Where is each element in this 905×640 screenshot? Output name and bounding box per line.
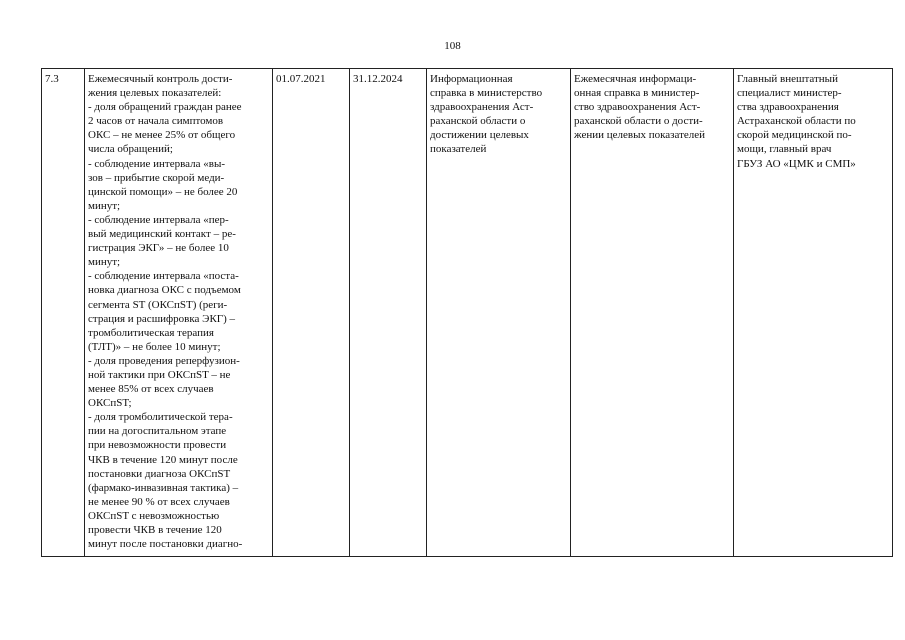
frequency-line: онная справка в министер- xyxy=(574,87,700,100)
cell-frequency xyxy=(571,69,734,557)
table-row xyxy=(42,69,893,557)
task-line: сегмента ST (ОКСпST) (реги- xyxy=(88,298,228,311)
task-line: - доля тромболитической тера- xyxy=(88,411,233,424)
task-line: жения целевых показателей: xyxy=(88,87,222,100)
task-line: - соблюдение интервала «вы- xyxy=(88,157,226,170)
cell-item-number xyxy=(42,69,85,557)
frequency-line: жении целевых показателей xyxy=(574,129,706,142)
cell-responsible xyxy=(734,69,893,557)
task-line: ОКСпST; xyxy=(88,397,132,410)
task-line: постановки диагноза ОКСпST xyxy=(88,467,231,480)
end-date: 31.12.2024 xyxy=(353,73,403,85)
task-text xyxy=(88,72,270,551)
task-line: провести ЧКВ в течение 120 xyxy=(88,524,222,536)
task-line: зов – прибытие скорой меди- xyxy=(88,171,225,184)
task-line: гистрация ЭКГ» – не более 10 xyxy=(88,242,229,255)
document-line: здравоохранения Аст- xyxy=(430,101,534,114)
task-line: вый медицинский контакт – ре- xyxy=(88,228,236,241)
task-line: ной тактики при ОКСпST – не xyxy=(88,368,231,381)
task-line: ОКСпST с невозможностью xyxy=(88,509,220,522)
document-line: раханской области о xyxy=(430,115,526,128)
task-line: - доля обращений граждан ранее xyxy=(88,101,242,114)
task-line: (фармако-инвазивная тактика) – xyxy=(88,481,239,494)
task-line: менее 85% от всех случаев xyxy=(88,383,214,396)
task-line: минут; xyxy=(88,256,121,269)
task-line: минут; xyxy=(88,199,121,212)
page-number: 108 xyxy=(444,40,461,52)
task-line: минут после постановки диагно- xyxy=(88,538,243,551)
task-line: 2 часов от начала симптомов xyxy=(88,115,224,128)
document-line: достижении целевых xyxy=(430,129,529,142)
frequency-line: ство здравоохранения Аст- xyxy=(574,101,701,114)
responsible-line: мощи, главный врач xyxy=(737,143,832,156)
start-date: 01.07.2021 xyxy=(276,73,326,85)
task-line: не менее 90 % от всех случаев xyxy=(88,495,230,508)
task-line: Ежемесячный контроль дости- xyxy=(88,73,233,85)
responsible-line: ства здравоохранения xyxy=(737,101,839,114)
cell-end-date xyxy=(350,69,427,557)
responsible-line: ГБУЗ АО «ЦМК и СМП» xyxy=(737,157,856,170)
task-line: числа обращений; xyxy=(88,143,173,156)
task-line: - соблюдение интервала «поста- xyxy=(88,270,239,283)
task-line: ОКС – не менее 25% от общего xyxy=(88,129,236,142)
cell-task xyxy=(85,69,273,557)
responsible-line: Главный внештатный xyxy=(737,73,838,85)
task-line: пии на догоспитальном этапе xyxy=(88,425,227,438)
task-line: цинской помощи» – не более 20 xyxy=(88,185,238,198)
responsible-line: специалист министер- xyxy=(737,87,842,100)
document-line: справка в министерство xyxy=(430,87,543,100)
frequency-line: Ежемесячная информаци- xyxy=(574,73,697,85)
task-line: - доля проведения реперфузион- xyxy=(88,354,240,367)
task-line: ЧКВ в течение 120 минут после xyxy=(88,453,238,466)
responsible-line: Астраханской области по xyxy=(737,115,856,128)
document-line: показателей xyxy=(430,143,487,156)
task-line: при невозможности провести xyxy=(88,439,227,452)
document-line: Информационная xyxy=(430,73,513,85)
task-line: новка диагноза ОКС с подъемом xyxy=(88,284,241,297)
task-line: тромболитическая терапия xyxy=(88,326,214,339)
plan-table xyxy=(41,68,893,557)
responsible-line: скорой медицинской по- xyxy=(737,129,852,142)
task-line: страция и расшифровка ЭКГ) – xyxy=(88,312,236,325)
cell-document xyxy=(427,69,571,557)
cell-start-date xyxy=(273,69,350,557)
item-number: 7.3 xyxy=(45,73,59,85)
task-line: - соблюдение интервала «пер- xyxy=(88,213,229,226)
frequency-line: раханской области о дости- xyxy=(574,115,703,128)
task-line: (ТЛТ)» – не более 10 минут; xyxy=(88,340,221,353)
